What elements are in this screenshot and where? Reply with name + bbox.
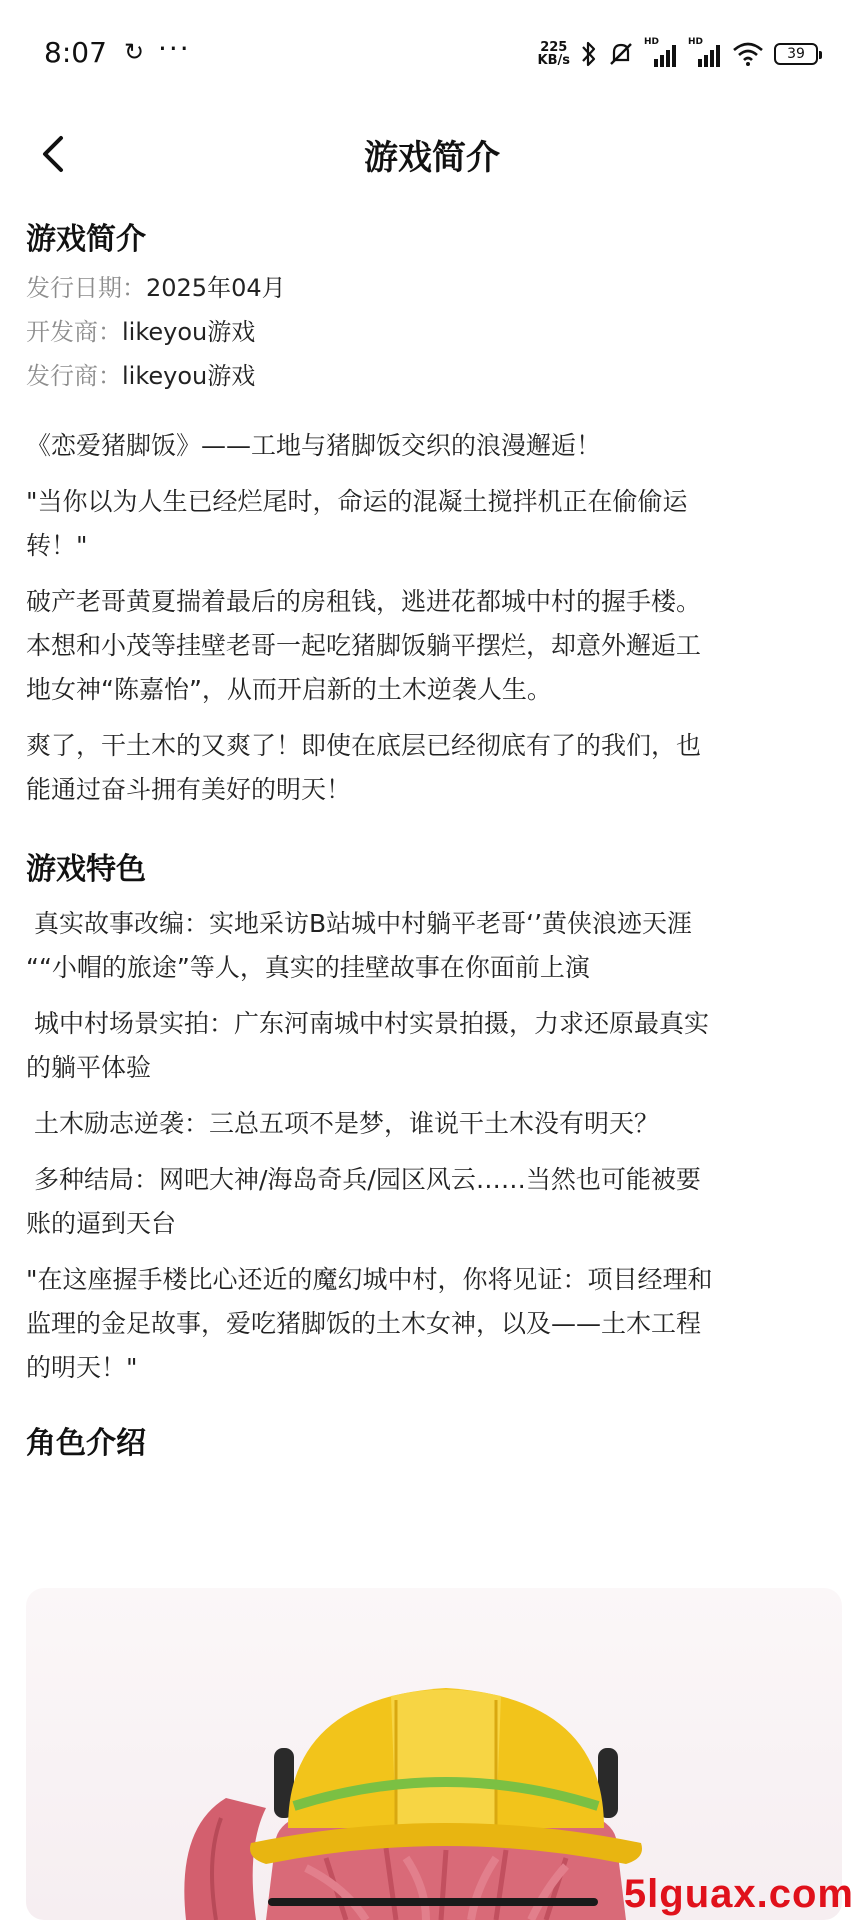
description-paragraph-4-line-1: 爽了，干土木的又爽了！即使在底层已经彻底有了的我们，也 — [26, 731, 702, 760]
feature-4-line-2: 账的逼到天台 — [26, 1209, 177, 1238]
feature-1-line-2: ““小帽的旅途”等人，真实的挂壁故事在你面前上演 — [26, 953, 590, 982]
network-speed — [538, 41, 570, 67]
status-time: 8:07 — [44, 36, 107, 69]
character-image[interactable] — [26, 1588, 842, 1920]
mute-bell-icon — [608, 40, 634, 68]
quote-line-3: 的明天！" — [26, 1353, 138, 1382]
quote-line-1: "在这座握手楼比心还近的魔幻城中村，你将见证：项目经理和 — [26, 1265, 713, 1294]
status-bar — [0, 0, 864, 110]
publisher-row — [26, 354, 838, 398]
release-date-label: 发行日期： — [26, 274, 146, 302]
publisher-value: likeyou游戏 — [122, 362, 256, 390]
feature-3-line-1: 土木励志逆袭：三总五项不是梦，谁说干土木没有明天？ — [34, 1109, 660, 1138]
quote-line-2: 监理的金足故事，爱吃猪脚饭的土木女神，以及——土木工程 — [26, 1309, 702, 1338]
feature-2-line-2: 的躺平体验 — [26, 1053, 152, 1082]
feature-1-line-1: 真实故事改编：实地采访B站城中村躺平老哥‘’黄侠浪迹天涯 — [34, 909, 693, 938]
network-speed-unit: KB/s — [537, 53, 570, 68]
description-paragraph-3-line-2: 本想和小茂等挂壁老哥一起吃猪脚饭躺平摆烂，却意外邂逅工 — [26, 631, 702, 660]
release-date-row — [26, 266, 838, 310]
description-paragraph-2-line-1: "当你以为人生已经烂尾时，命运的混凝土搅拌机正在偷偷运 — [26, 487, 688, 516]
wifi-icon — [732, 41, 764, 67]
signal-1-icon: HD — [644, 39, 678, 69]
bluetooth-icon — [580, 40, 598, 68]
intro-section-title: 游戏简介 — [26, 222, 146, 257]
signal-2-icon: HD — [688, 39, 722, 69]
developer-label: 开发商： — [26, 318, 122, 346]
developer-value: likeyou游戏 — [122, 318, 256, 346]
description-paragraph-2-line-2: 转！" — [26, 531, 88, 560]
description-paragraph-4-line-2: 能通过奋斗拥有美好的明天！ — [26, 775, 352, 804]
description-paragraph-1: 《恋爱猪脚饭》——工地与猪脚饭交织的浪漫邂逅！ — [26, 431, 602, 460]
home-indicator[interactable] — [268, 1898, 598, 1906]
developer-row — [26, 310, 838, 354]
character-illustration — [26, 1588, 842, 1920]
description-paragraph-3-line-3: 地女神“陈嘉怡”，从而开启新的土木逆袭人生。 — [26, 675, 552, 704]
publisher-label: 发行商： — [26, 362, 122, 390]
battery-icon — [774, 43, 818, 65]
release-date-value: 2025年04月 — [146, 274, 286, 302]
sync-icon: ↻ — [124, 38, 145, 66]
game-intro-content — [26, 210, 838, 1468]
features-section-title: 游戏特色 — [26, 852, 146, 887]
network-speed-value: 225 — [540, 40, 568, 55]
status-icons — [538, 36, 818, 72]
feature-4-line-1: 多种结局：网吧大神/海岛奇兵/园区风云……当然也可能被要 — [34, 1165, 701, 1194]
page-title: 游戏简介 — [364, 138, 500, 178]
description-paragraph-3-line-1: 破产老哥黄夏揣着最后的房租钱，逃进花都城中村的握手楼。 — [26, 587, 702, 616]
characters-section-title: 角色介绍 — [26, 1426, 146, 1461]
more-dots-icon: ··· — [158, 32, 191, 65]
watermark-text: 5lguax.com — [623, 1872, 854, 1916]
feature-2-line-1: 城中村场景实拍：广东河南城中村实景拍摄，力求还原最真实 — [34, 1009, 710, 1038]
battery-level: 39 — [787, 46, 805, 62]
nav-header — [0, 110, 864, 210]
